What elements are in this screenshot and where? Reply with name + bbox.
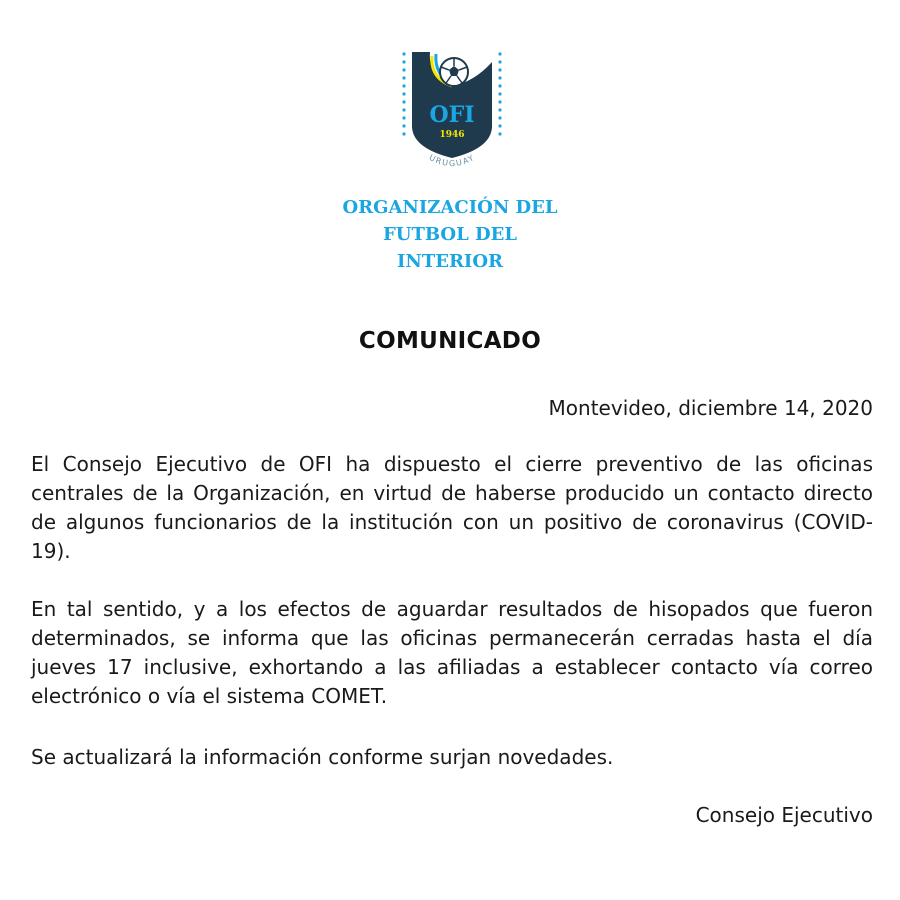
signature: Consejo Ejecutivo bbox=[695, 803, 873, 827]
paragraph-1: El Consejo Ejecutivo de OFI ha dispuesto el cierre preventivo de las oficinas centrales de la Organización, en virtud de haberse producido un contacto directo de algunos funcionarios de la institución con un positivo de coronavirus (COVID-19). bbox=[31, 452, 873, 563]
organization-name bbox=[300, 194, 600, 275]
ofi-shield-icon bbox=[400, 48, 504, 174]
logo-country: URUGUAY bbox=[427, 152, 477, 169]
logo-abbreviation: OFI bbox=[429, 102, 475, 128]
organization-name-line-1: ORGANIZACIÓN DEL bbox=[342, 197, 558, 218]
document-title: COMUNICADO bbox=[358, 328, 542, 354]
organization-name-line-2: FUTBOL DEL bbox=[382, 224, 517, 245]
paragraph-2: En tal sentido, y a los efectos de aguardar resultados de hisopados que fueron determinados, se informa que las oficinas permanecerán cerradas hasta el día jueves 17 inclusive, exhortando a las afiliadas a establecer contacto vía correo electrónico o vía el sistema COMET. bbox=[31, 597, 873, 708]
organization-name-line-3: INTERIOR bbox=[396, 251, 503, 272]
document-date: Montevideo, diciembre 14, 2020 bbox=[548, 396, 873, 420]
paragraph-3: Se actualizará la información conforme surjan novedades. bbox=[31, 745, 614, 769]
logo-year: 1946 bbox=[439, 130, 465, 140]
ofi-logo bbox=[400, 48, 504, 174]
